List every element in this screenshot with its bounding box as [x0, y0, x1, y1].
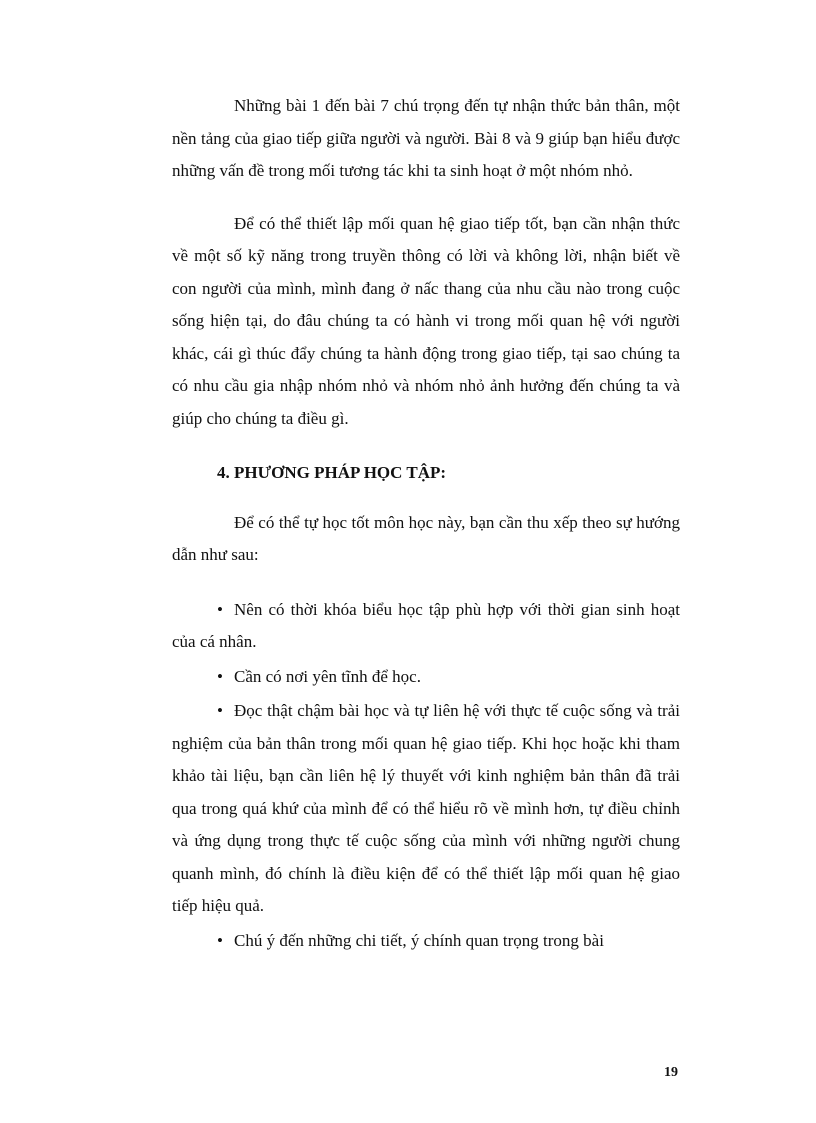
list-item	[172, 925, 680, 958]
paragraph-communication-skills: Để có thể thiết lập mối quan hệ giao tiếp tốt, bạn cần nhận thức về một số kỹ năng trong truyền thông có lời và không lời, nhận biết về con người của mình, mình đang ở nấc thang của nhu cầu nào trong cuộc sống hiện tại, do đâu chúng ta có hành vi trong mối quan hệ với người khác, cái gì thúc đẩy chúng ta hành động trong giao tiếp, tại sao chúng ta có nhu cầu gia nhập nhóm nhỏ và nhóm nhỏ ảnh hưởng đến chúng ta và giúp cho chúng ta điều gì.	[172, 213, 680, 428]
bullet-icon: •	[217, 701, 223, 720]
list-item	[172, 695, 680, 923]
paragraph-study-intro: Để có thể tự học tốt môn học này, bạn cần thu xếp theo sự hướng dẫn như sau:	[172, 512, 680, 564]
list-item	[172, 661, 680, 694]
bullet-icon: •	[217, 599, 223, 619]
page-number: 19	[664, 1065, 678, 1080]
list-item-text: Chú ý đến những chi tiết, ý chính quan trọng trong bài	[234, 930, 604, 950]
page-content	[172, 90, 680, 959]
list-item-text: Cần có nơi yên tĩnh để học.	[234, 666, 421, 686]
list-item	[172, 594, 680, 659]
study-tips-list	[172, 594, 680, 958]
list-item-text: Nên có thời khóa biểu học tập phù hợp với thời gian sinh hoạt của cá nhân.	[172, 599, 680, 651]
bullet-icon: •	[217, 666, 223, 686]
list-item-text: Đọc thật chậm bài học và tự liên hệ với thực tế cuộc sống và trải nghiệm của bản thân trong mối quan hệ giao tiếp. Khi học hoặc khi tham khảo tài liệu, bạn cần liên hệ lý thuyết với kinh nghiệm bản thân đã trải qua trong quá khứ của mình để có thể hiểu rõ về mình hơn, tự điều chỉnh và ứng dụng trong thực tế cuộc sống của mình với những người chung quanh mình, đó chính là điều kiện để có thể thiết lập mối quan hệ giao tiếp hiệu quả.	[172, 701, 680, 915]
paragraph-lessons-overview: Những bài 1 đến bài 7 chú trọng đến tự nhận thức bản thân, một nền tảng của giao tiếp giữa người và người. Bài 8 và 9 giúp bạn hiểu được những vấn đề trong mối tương tác khi ta sinh hoạt ở một nhóm nhỏ.	[172, 96, 680, 180]
section-heading-study-method: 4. PHƯƠNG PHÁP HỌC TẬP:	[217, 463, 447, 482]
bullet-icon: •	[217, 930, 223, 950]
